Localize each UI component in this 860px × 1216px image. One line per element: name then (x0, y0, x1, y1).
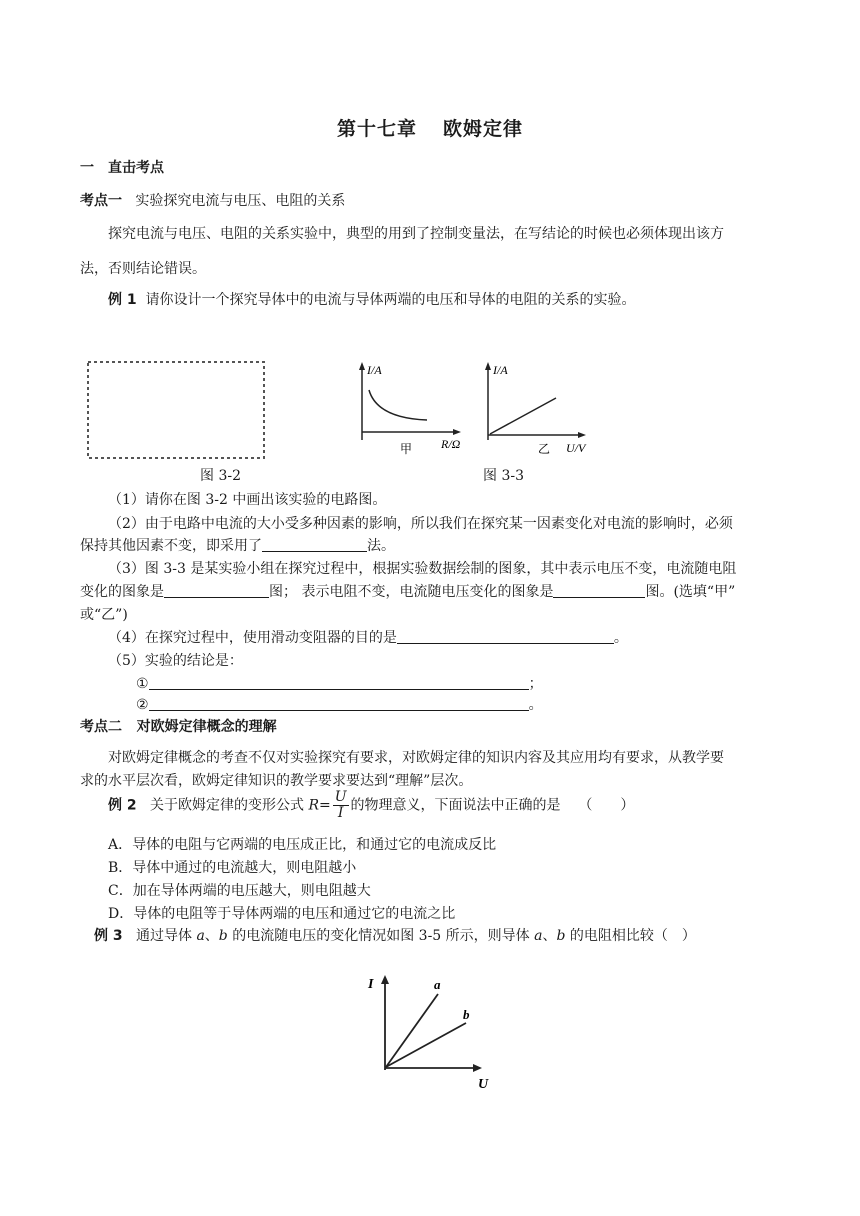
question-3-line1: （3）图 3-3 是某实验小组在探究过程中，根据实验数据绘制的图象，其中表示电压不变，电流随电阻 (108, 561, 737, 577)
answer-blank-q3a[interactable] (164, 583, 269, 598)
answer-blank-conclusion-1[interactable] (149, 675, 529, 690)
example3-sep-1: 、 (204, 928, 219, 944)
example2-label: 例 2 (108, 797, 137, 814)
chapter-name: 欧姆定律 (443, 118, 524, 140)
figure-3-3-graph-yi (478, 360, 603, 460)
point2-para-line2: 求的水平层次看，欧姆定律知识的教学要求要达到“理解”层次。 (80, 773, 473, 789)
formula-numerator: U (334, 789, 347, 805)
figure-3-3-graph-jia (345, 360, 475, 460)
question-1: （1）请你在图 3-2 中画出该实验的电路图。 (108, 492, 387, 508)
example1-label: 例 1 (108, 292, 137, 308)
point2-heading (80, 716, 277, 736)
question-5: （5）实验的结论是： (108, 653, 243, 669)
option-c[interactable]: C．加在导体两端的电压越大，则电阻越大 (108, 883, 371, 899)
figure-3-2-box (86, 360, 268, 462)
q3-text-mid: 图； 表示电阻不变，电流随电压变化的图象是 (269, 584, 554, 600)
option-d[interactable]: D．导体的电阻等于导体两端的电压和通过它的电流之比 (108, 906, 456, 922)
jia-x-label: R/Ω (441, 437, 461, 451)
conductor-a: a (196, 928, 205, 944)
point2-title: 对欧姆定律概念的理解 (136, 719, 277, 735)
formula-lhs: R (308, 797, 319, 814)
formula-fraction (333, 790, 349, 821)
question-2-line2 (80, 535, 395, 555)
example2-question (108, 790, 634, 821)
option-a[interactable]: A．导体的电阻与它两端的电压成正比，和通过它的电流成反比 (108, 837, 497, 853)
yi-y-label: I/A (493, 363, 508, 377)
line-a-label: a (434, 977, 441, 992)
example3-text-3: 的电阻相比较（ ） (569, 928, 696, 944)
answer-blank-conclusion-2[interactable] (149, 696, 529, 711)
question-4 (108, 627, 628, 647)
jia-y-label: I/A (367, 363, 382, 377)
q2-text-pre: 保持其他因素不变，即采用了 (80, 538, 262, 554)
inverse-curve (369, 390, 427, 420)
answer-blank-q2[interactable] (262, 537, 367, 552)
conclusion-1 (136, 673, 543, 693)
example3-label: 例 3 (94, 928, 123, 944)
example1-text: 请你设计一个探究导体中的电流与导体两端的电压和导体的电阻的关系的实验。 (145, 292, 636, 308)
q3-text-post: 图。(选填“甲” (645, 584, 736, 600)
point2-para-line1: 对欧姆定律概念的考查不仅对实验探究有要求，对欧姆定律的知识内容及其应用均有要求，从教学要 (108, 750, 724, 766)
line-b (386, 1023, 466, 1067)
conductor-a-2: a (534, 928, 543, 944)
example3-question (94, 925, 696, 945)
q4-text-post: 。 (613, 630, 628, 646)
conclusion-1-mark: ① (136, 676, 149, 692)
formula-eq: = (318, 797, 331, 814)
point1-label: 考点一 (80, 193, 122, 209)
q4-text-pre: （4）在探究过程中，使用滑动变阻器的目的是 (108, 630, 397, 646)
question-2-line1: （2）由于电路中电流的大小受多种因素的影响，所以我们在探究某一因素变化对电流的影响时，必须 (108, 516, 733, 532)
line-b-label: b (463, 1007, 470, 1022)
figure-3-3-caption: 图 3-3 (483, 468, 524, 484)
point2-label: 考点二 (80, 719, 122, 735)
example2-answer-paren[interactable]: （ ） (578, 797, 635, 814)
chapter-number: 第十七章 (336, 118, 417, 140)
question-3-line2 (80, 581, 735, 601)
conclusion-1-end: ； (528, 676, 543, 692)
figure-3-2-caption: 图 3-2 (200, 468, 241, 484)
point1-heading (80, 190, 345, 210)
conclusion-2 (136, 694, 543, 714)
page-title (0, 114, 860, 141)
figure-3-5-graph (360, 970, 500, 1098)
jia-name: 甲 (400, 442, 413, 456)
q2-text-post: 法。 (367, 538, 395, 554)
yi-x-label: U/V (566, 441, 586, 455)
yi-name: 乙 (538, 442, 551, 456)
point1-title: 实验探究电流与电压、电阻的关系 (135, 193, 346, 209)
example3-text-1: 通过导体 (135, 928, 192, 944)
answer-blank-q3b[interactable] (553, 583, 645, 598)
line-a (386, 994, 438, 1067)
question-3-line3: 或“乙”) (80, 607, 128, 623)
graph-y-label: I (368, 977, 374, 992)
conclusion-2-mark: ② (136, 697, 149, 713)
answer-blank-q4[interactable] (397, 629, 614, 644)
conductor-b: b (218, 928, 228, 944)
example2-text-post: 的物理意义，下面说法中正确的是 (350, 797, 561, 814)
graph-x-label: U (478, 1077, 489, 1092)
conductor-b-2: b (556, 928, 566, 944)
section-heading: 一 直击考点 (80, 160, 164, 176)
example1 (108, 289, 636, 309)
point1-para-line1: 探究电流与电压、电阻的关系实验中，典型的用到了控制变量法，在写结论的时候也必须体现出该方 (108, 226, 724, 242)
example2-text-pre: 关于欧姆定律的变形公式 (149, 797, 304, 814)
q3-text-pre: 变化的图象是 (80, 584, 164, 600)
point1-para-line2: 法，否则结论错误。 (80, 261, 206, 277)
conclusion-2-end: 。 (528, 697, 543, 713)
option-b[interactable]: B．导体中通过的电流越大，则电阻越小 (108, 860, 357, 876)
example3-sep-2: 、 (542, 928, 557, 944)
example3-text-2: 的电流随电压的变化情况如图 3-5 所示，则导体 (232, 928, 530, 944)
proportional-line (490, 398, 556, 434)
formula-denominator: I (337, 805, 344, 821)
